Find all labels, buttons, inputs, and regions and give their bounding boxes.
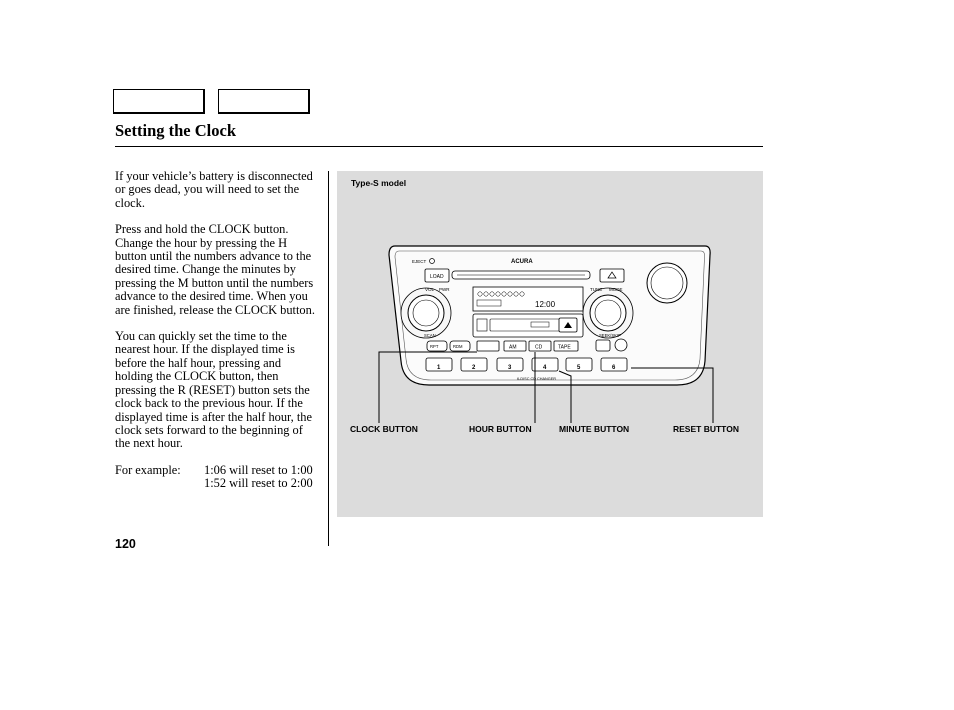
reset-button-label: RESET BUTTON — [673, 424, 739, 434]
minute-button-label: MINUTE BUTTON — [559, 424, 630, 434]
page-title: Setting the Clock — [115, 121, 236, 140]
preset-6-label: 6 — [612, 365, 616, 371]
hour-button-label: HOUR BUTTON — [469, 424, 532, 434]
nav-tab-box-2[interactable] — [218, 89, 310, 114]
small-button-1[interactable] — [596, 340, 610, 351]
tune-label: TUNE — [590, 287, 603, 292]
nav-tab-box-1[interactable] — [113, 89, 205, 114]
seek-label: SEEK/SKIP — [599, 333, 621, 338]
body-text-column — [115, 170, 320, 491]
column-divider — [328, 171, 329, 546]
rdm-label: RDM — [453, 344, 463, 349]
pwr-label: PWR — [439, 287, 450, 292]
volume-knob[interactable] — [408, 295, 444, 331]
audio-unit-illustration — [337, 171, 763, 517]
clock-fm-button[interactable] — [477, 341, 499, 351]
paragraph-reset: You can quickly set the time to the nearest hour. If the displayed time is before the half hour, pressing and holding the CLOCK button, then pressing the R (RESET) button sets the clock back to the previous hour. If the displayed time is after the half hour, the clock sets forward to the beginning of the next hour. — [115, 329, 313, 451]
load-label: LOAD — [430, 274, 444, 280]
eject-label: EJECT — [412, 259, 427, 264]
preset-5-label: 5 — [577, 365, 581, 371]
rpt-label: RPT — [430, 344, 439, 349]
title-divider — [115, 146, 763, 147]
cd-changer-label: 6-DISC CD CHANGER — [517, 377, 557, 381]
brand-logo: ACURA — [511, 259, 533, 265]
preset-2-label: 2 — [472, 365, 476, 371]
am-label: AM — [509, 344, 517, 351]
right-knob[interactable] — [647, 263, 687, 303]
display-clock: 12:00 — [535, 300, 556, 309]
example-label: For example: — [115, 462, 181, 477]
page-number: 120 — [115, 537, 136, 551]
radio-figure-panel — [337, 171, 763, 517]
cd-label: CD — [535, 344, 543, 351]
tune-knob[interactable] — [590, 295, 626, 331]
tape-label: TAPE — [558, 344, 571, 351]
preset-4-label: 4 — [543, 365, 547, 371]
vol-label: VOL — [425, 287, 435, 292]
clock-button-label: CLOCK BUTTON — [350, 424, 418, 434]
figure-caption: Type-S model — [351, 178, 407, 188]
preset-3-label: 3 — [508, 365, 512, 371]
example-2: 1:52 will reset to 2:00 — [204, 476, 313, 491]
example-block — [115, 464, 320, 491]
cd-eject-button[interactable] — [600, 269, 624, 282]
paragraph-set-clock: Press and hold the CLOCK button. Change the hour by pressing the H button until the numbers advance to the desired time. Change the minutes by pressing the M button until the numbers advance to the desired time. When you are finished, release the CLOCK button. — [115, 222, 315, 317]
round-button[interactable] — [615, 339, 627, 351]
radio-display — [473, 287, 583, 311]
preset-1-label: 1 — [437, 365, 441, 371]
example-1: 1:06 will reset to 1:00 — [204, 462, 313, 477]
mode-label: MODE — [609, 287, 623, 292]
scan-label: SCAN — [424, 333, 436, 338]
paragraph-battery: If your vehicle’s battery is disconnected or goes dead, you will need to set the clock. — [115, 169, 313, 210]
